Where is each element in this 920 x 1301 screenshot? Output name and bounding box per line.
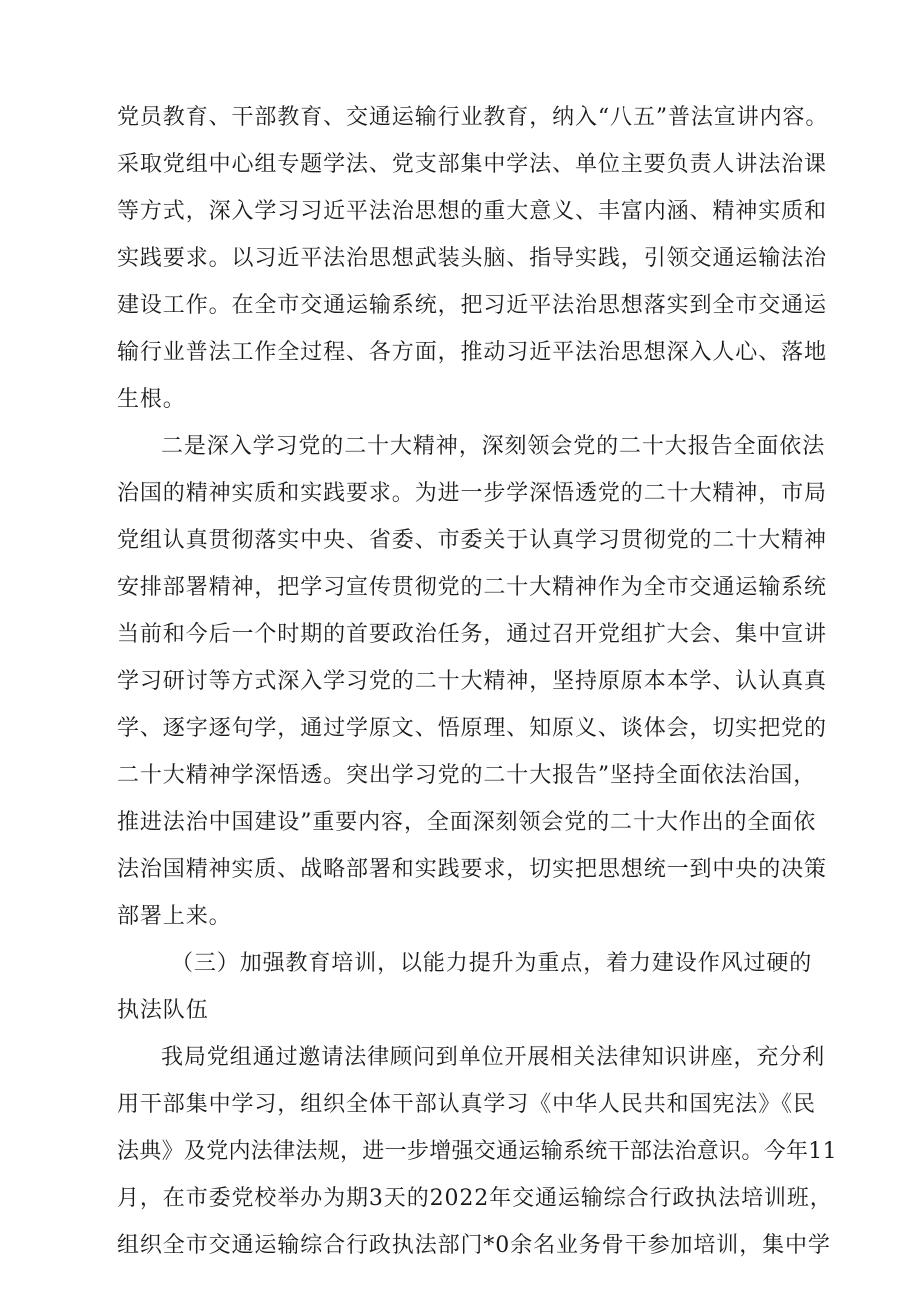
text-line: 实践要求。以习近平法治思想武装头脑、指导实践，引领交通运输法治 [117, 246, 827, 271]
text-line: 部署上来。 [117, 904, 232, 929]
text-line: 学习研讨等方式深入学习党的二十大精神，坚持原原本本学、认认真真 [117, 669, 827, 694]
paragraph-start-line: 二是深入学习党的二十大精神，深刻领会党的二十大报告全面依法 [161, 434, 826, 459]
text-line: 学、逐字逐句学，通过学原文、悟原理、知原义、谈体会，切实把党的 [117, 716, 827, 741]
text-line: 用干部集中学习，组织全体干部认真学习《中华人民共和国宪法》《民 [117, 1092, 816, 1117]
text-line: 月，在市委党校举办为期3天的2022年交通运输综合行政执法培训班， [117, 1186, 833, 1211]
text-line: 安排部署精神，把学习宣传贯彻党的二十大精神作为全市交通运输系统 [117, 575, 827, 600]
text-line: 党员教育、干部教育、交通运输行业教育，纳入“八五”普法宣讲内容。 [117, 105, 829, 130]
text-line: 法治国精神实质、战略部署和实践要求，切实把思想统一到中央的决策 [117, 857, 827, 882]
text-line: 治国的精神实质和实践要求。为进一步学深悟透党的二十大精神，市局 [117, 481, 827, 506]
text-line: 输行业普法工作全过程、各方面，推动习近平法治思想深入人心、落地 [117, 340, 827, 365]
text-line: 法典》及党内法律法规，进一步增强交通运输系统干部法治意识。今年11 [117, 1139, 837, 1164]
text-line: 推进法治中国建设”重要内容，全面深刻领会党的二十大作出的全面依 [117, 810, 817, 835]
text-line: 采取党组中心组专题学法、党支部集中学法、单位主要负责人讲法治课 [117, 152, 827, 177]
text-line: 等方式，深入学习习近平法治思想的重大意义、丰富内涵、精神实质和 [117, 199, 827, 224]
text-line: 当前和今后一个时期的首要政治任务，通过召开党组扩大会、集中宣讲 [117, 622, 827, 647]
text-line: 组织全市交通运输综合行政执法部门*0余名业务骨干参加培训，集中学 [117, 1233, 831, 1258]
text-line: 党组认真贯彻落实中央、省委、市委关于认真学习贯彻党的二十大精神 [117, 528, 827, 553]
paragraph-start-line: 我局党组通过邀请法律顾问到单位开展相关法律知识讲座，充分利 [161, 1045, 826, 1070]
section-heading: （三）加强教育培训，以能力提升为重点，着力建设作风过硬的 [171, 951, 813, 976]
text-line: 生根。 [117, 387, 186, 412]
text-line: 二十大精神学深悟透。突出学习党的二十大报告”坚持全面依法治国， [117, 763, 817, 788]
text-line: 建设工作。在全市交通运输系统，把习近平法治思想落实到全市交通运 [117, 293, 827, 318]
section-heading-continuation: 执法队伍 [117, 998, 209, 1023]
